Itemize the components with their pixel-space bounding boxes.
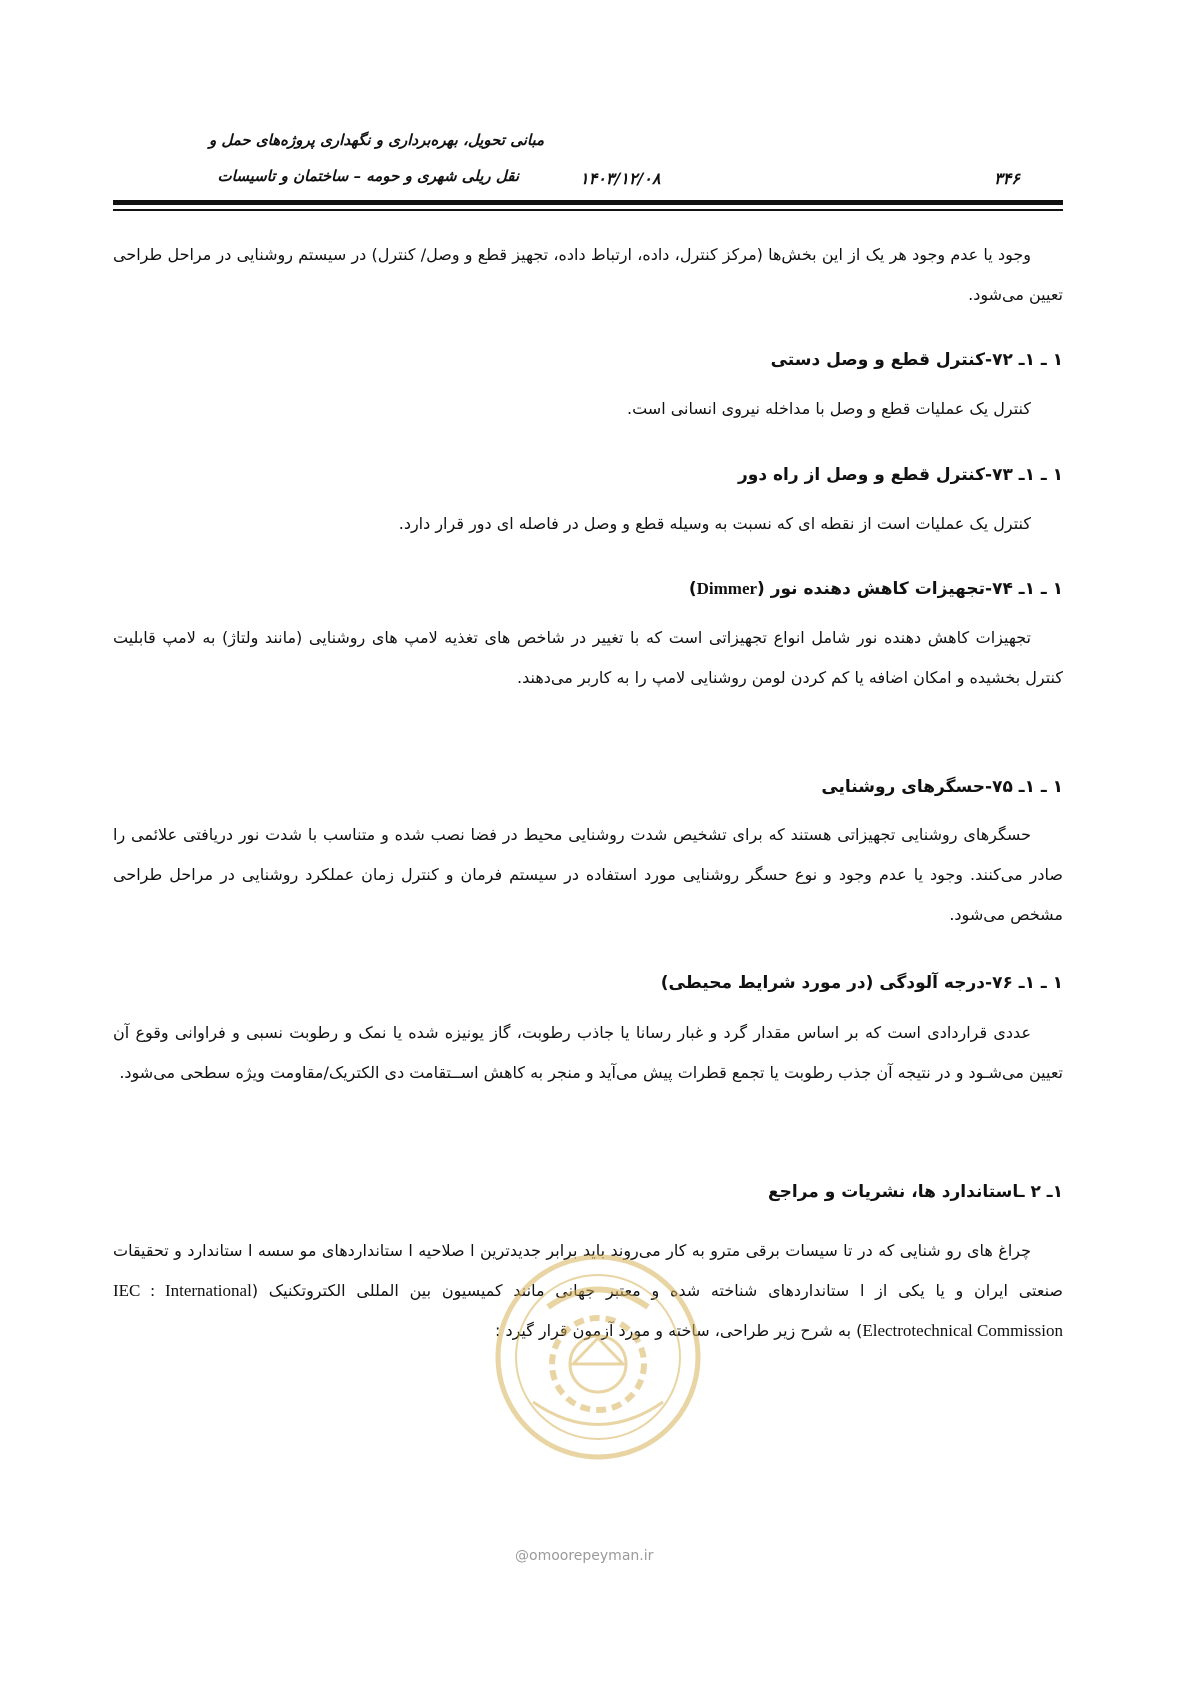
section-75-text: حسگرهای روشنایی تجهیزاتی هستند که برای تشخیص شدت روشنایی محیط در فضا نصب شده و متناسب با شدت نور دریافتی علائمی را صادر می‌کنند. وجود یا عدم وجود و نوع حسگر روشنایی مورد استفاده در سیستم فرمان و کنترل زمان عملکرد روشنایی در مراحل طراحی مشخص می‌شود. bbox=[113, 825, 1063, 924]
header-title-line2: نقل ریلی شهری و حومه – ساختمان و تاسیسات bbox=[217, 167, 519, 185]
section-73-heading: ۱ ـ ۱ـ ۷۳-کنترل قطع و وصل از راه دور bbox=[738, 465, 1063, 485]
section-73-text: کنترل یک عملیات است از نقطه ای که نسبت به وسیله قطع و وصل در فاصله ای دور قرار دارد. bbox=[398, 514, 1031, 533]
watermark-text: @omoorepeyman.ir bbox=[515, 1548, 654, 1564]
section-76-body bbox=[113, 1013, 1063, 1093]
page-number: ۳۴۶ bbox=[994, 169, 1020, 188]
section-72-body bbox=[113, 389, 1063, 429]
section-72 bbox=[113, 340, 1063, 380]
section-73 bbox=[113, 455, 1063, 495]
section-74-heading-close: ) bbox=[688, 579, 697, 599]
section-2-text-before: چراغ های رو شنایی که در تا سیسات برقی مترو به کار می‌روند باید برابر جدیدترین ا صلاحیه ا ستانداردهای مو سسه ا ستاندارد و تحقیقات صنعتی ایران و یا یکی از ا ستانداردهای شناخته شده و معتبر جهانی مانند کمیسیون بین المللی الکتروتکنیک ( bbox=[113, 1241, 1064, 1300]
header-title-line1: مبانی تحویل، بهره‌برداری و نگهداری پروژه‌های حمل و bbox=[208, 131, 544, 149]
section-2-text-after: ) به شرح زیر طراحی، ساخته و مورد آزمون قرار گیرد : bbox=[494, 1321, 863, 1340]
section-74-heading-latin: Dimmer bbox=[696, 579, 758, 598]
section-76-text: عددی قراردادی است که بر اساس مقدار گرد و غبار رسانا یا جاذب رطوبت، گاز یونیزه شده یا نمک و رطوبت نسبی و فراوانی وقوع آن تعیین می‌شـود و در نتیجه آن جذب رطوبت یا تجمع قطرات پیش می‌آید و منجر به کاهش اســتقامت دی الکتریک/مقاومت ویژه سطحی می‌شود. bbox=[113, 1023, 1063, 1082]
section-75 bbox=[113, 767, 1063, 807]
header-date: ۱۴۰۳/۱۲/۰۸ bbox=[580, 169, 661, 188]
section-72-heading: ۱ ـ ۱ـ ۷۲-کنترل قطع و وصل دستی bbox=[770, 350, 1063, 370]
section-73-body bbox=[113, 504, 1063, 544]
header-rule-thick bbox=[113, 200, 1063, 205]
section-75-body bbox=[113, 815, 1063, 935]
section-74-heading bbox=[113, 569, 1063, 609]
section-74-text: تجهیزات کاهش دهنده نور شامل انواع تجهیزاتی است که با تغییر در شاخص های تغذیه لامپ های روشنایی (مانند ولتاژ) به لامپ قابلیت کنترل بخشیده و امکان اضافه یا کم کردن لومن روشنایی لامپ را به کاربر می‌دهند. bbox=[113, 628, 1063, 687]
section-74-body bbox=[113, 618, 1063, 698]
seal-stamp-icon bbox=[493, 1252, 703, 1462]
section-74-heading-fa: ۱ ـ ۱ـ ۷۴-تجهیزات کاهش دهنده نور ( bbox=[757, 579, 1063, 599]
intro-paragraph-block bbox=[113, 235, 1063, 315]
section-2-heading: ۱ـ ۲ ـاستاندارد ها، نشریات و مراجع bbox=[768, 1182, 1063, 1202]
section-75-heading: ۱ ـ ۱ـ ۷۵-حسگرهای روشنایی bbox=[821, 777, 1063, 797]
section-72-text: کنترل یک عملیات قطع و وصل با مداخله نیروی انسانی است. bbox=[626, 399, 1031, 418]
section-74 bbox=[113, 569, 1063, 609]
section-76-heading: ۱ ـ ۱ـ ۷۶-درجه آلودگی (در مورد شرایط محیطی) bbox=[660, 973, 1063, 993]
section-2 bbox=[113, 1172, 1063, 1212]
section-2-text-latin: IEC : International Electrotechnical Commission bbox=[113, 1281, 1063, 1340]
intro-paragraph: وجود یا عدم وجود هر یک از این بخش‌ها (مرکز کنترل، داده، ارتباط داده، تجهیز قطع و وصل/ کنترل) در سیستم روشنایی در مراحل طراحی تعیین می‌شود. bbox=[113, 245, 1063, 304]
header-rule-thin bbox=[113, 209, 1063, 211]
section-76 bbox=[113, 963, 1063, 1003]
